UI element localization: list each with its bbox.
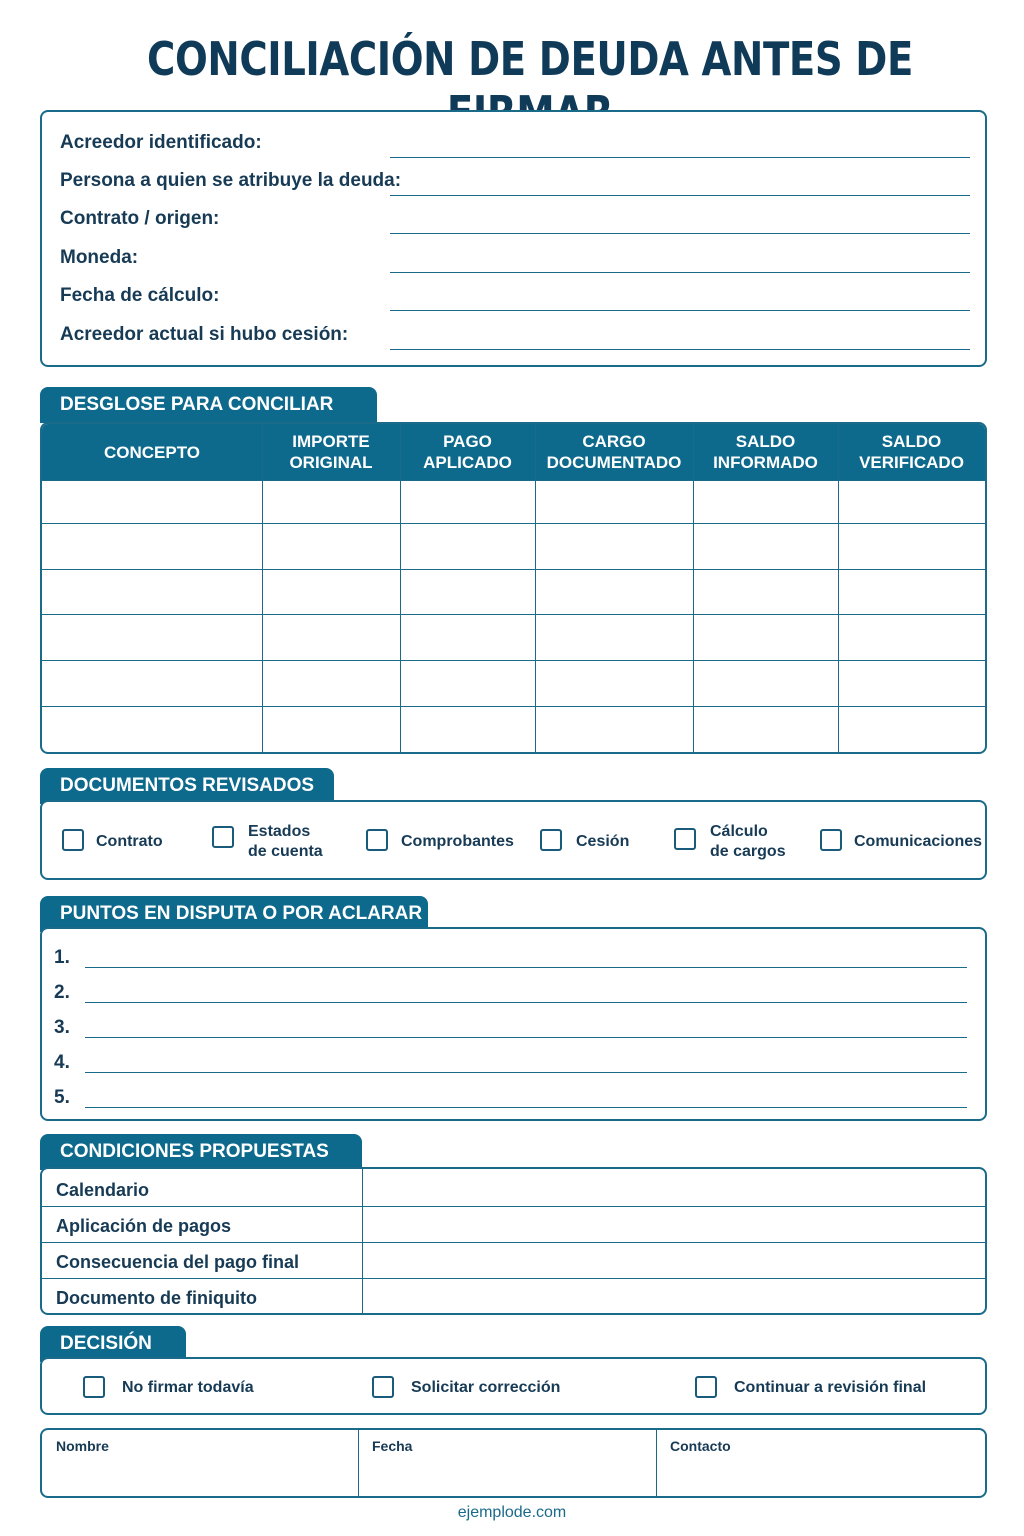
row-divider <box>42 480 985 481</box>
calc-date-label: Fecha de cálculo: <box>60 285 220 306</box>
dispute-line-3[interactable] <box>85 1037 967 1038</box>
contact-label: Contacto <box>670 1438 731 1454</box>
dispute-line-1[interactable] <box>85 967 967 968</box>
request-correction-checkbox[interactable] <box>372 1376 394 1398</box>
debtor-field[interactable] <box>390 195 970 196</box>
communications-checkbox[interactable] <box>820 829 842 851</box>
conditions-table <box>40 1167 987 1315</box>
dispute-number: 1. <box>54 947 70 968</box>
condition-label: Documento de finiquito <box>56 1288 257 1308</box>
currency-label: Moneda: <box>60 247 139 268</box>
communications-checkbox-label: Comunicaciones <box>854 833 983 850</box>
disputes-box <box>40 927 987 1121</box>
debtor-label: Persona a quien se atribuye la deuda: <box>60 170 402 191</box>
creditor-label: Acreedor identificado: <box>60 132 262 153</box>
dispute-line-2[interactable] <box>85 1002 967 1003</box>
documents-box <box>40 800 987 880</box>
final-review-label: Continuar a revisión final <box>734 1379 927 1396</box>
info-row-contract <box>60 204 970 234</box>
column-divider <box>262 424 263 752</box>
breakdown-table-header <box>42 424 985 480</box>
condition-label: Aplicación de pagos <box>56 1216 232 1236</box>
request-correction-label: Solicitar corrección <box>411 1379 561 1396</box>
contract-checkbox-label: Contrato <box>96 833 163 850</box>
receipts-checkbox-label: Comprobantes <box>401 833 514 850</box>
name-label: Nombre <box>56 1438 109 1454</box>
calc-date-field[interactable] <box>390 310 970 311</box>
dispute-number: 4. <box>54 1052 70 1073</box>
charges-checkbox-label: Cálculo de cargos <box>710 823 786 860</box>
page-title: CONCILIACIÓN DE DEUDA ANTES DE <box>147 32 913 86</box>
documents-heading: DOCUMENTOS REVISADOS <box>40 768 334 804</box>
final-review-checkbox[interactable] <box>695 1376 717 1398</box>
assignment-checkbox-label: Cesión <box>576 833 630 850</box>
decision-heading: DECISIÓN <box>40 1326 186 1362</box>
column-header: IMPORTE ORIGINAL <box>289 432 373 472</box>
column-header: SALDO INFORMADO <box>713 432 818 472</box>
condition-label: Consecuencia del pago final <box>56 1252 300 1272</box>
info-row-debtor <box>60 166 970 196</box>
signature-box <box>40 1428 987 1498</box>
row-divider <box>42 569 985 570</box>
decision-box <box>40 1357 987 1415</box>
contract-field[interactable] <box>390 233 970 234</box>
creditor-info-box <box>40 110 987 367</box>
statements-checkbox-label: Estados de cuenta <box>248 823 323 860</box>
dispute-number: 2. <box>54 982 70 1003</box>
dispute-number: 3. <box>54 1017 70 1038</box>
row-divider <box>42 614 985 615</box>
breakdown-heading: DESGLOSE PARA CONCILIAR <box>40 387 377 423</box>
do-not-sign-label: No firmar todavía <box>122 1379 254 1396</box>
conditions-heading: CONDICIONES PROPUESTAS <box>40 1134 362 1170</box>
column-divider <box>400 424 401 752</box>
column-divider <box>693 424 694 752</box>
contract-label: Contrato / origen: <box>60 208 220 229</box>
info-row-current-creditor <box>60 320 970 350</box>
do-not-sign-checkbox[interactable] <box>83 1376 105 1398</box>
column-header: CARGO DOCUMENTADO <box>546 432 682 472</box>
info-row-calc-date <box>60 281 970 311</box>
creditor-field[interactable] <box>390 157 970 158</box>
statements-checkbox[interactable] <box>212 826 234 848</box>
column-header: PAGO APLICADO <box>423 432 512 472</box>
dispute-number: 5. <box>54 1087 70 1108</box>
condition-row-final-payment <box>42 1243 985 1279</box>
breakdown-table <box>40 422 987 754</box>
condition-row-schedule <box>42 1171 985 1207</box>
column-divider <box>838 424 839 752</box>
row-divider <box>42 660 985 661</box>
current-creditor-label: Acreedor actual si hubo cesión: <box>60 324 349 345</box>
info-row-currency <box>60 243 970 273</box>
dispute-line-4[interactable] <box>85 1072 967 1073</box>
column-header: SALDO VERIFICADO <box>859 432 964 472</box>
condition-row-payment-application <box>42 1207 985 1243</box>
info-row-creditor <box>60 128 970 158</box>
dispute-line-5[interactable] <box>85 1107 967 1108</box>
column-header: CONCEPTO <box>103 442 201 462</box>
column-divider <box>535 424 536 752</box>
disputes-heading: PUNTOS EN DISPUTA O POR ACLARAR <box>40 896 428 932</box>
signature-divider <box>656 1430 657 1496</box>
condition-row-settlement-document <box>42 1279 985 1315</box>
assignment-checkbox[interactable] <box>540 829 562 851</box>
row-divider <box>42 523 985 524</box>
currency-field[interactable] <box>390 272 970 273</box>
condition-label: Calendario <box>56 1180 150 1200</box>
date-label: Fecha <box>372 1438 413 1454</box>
charges-checkbox[interactable] <box>674 828 696 850</box>
current-creditor-field[interactable] <box>390 349 970 350</box>
signature-divider <box>358 1430 359 1496</box>
footer-site: ejemplode.com <box>457 1504 567 1521</box>
row-divider <box>42 706 985 707</box>
receipts-checkbox[interactable] <box>366 829 388 851</box>
contract-checkbox[interactable] <box>62 829 84 851</box>
